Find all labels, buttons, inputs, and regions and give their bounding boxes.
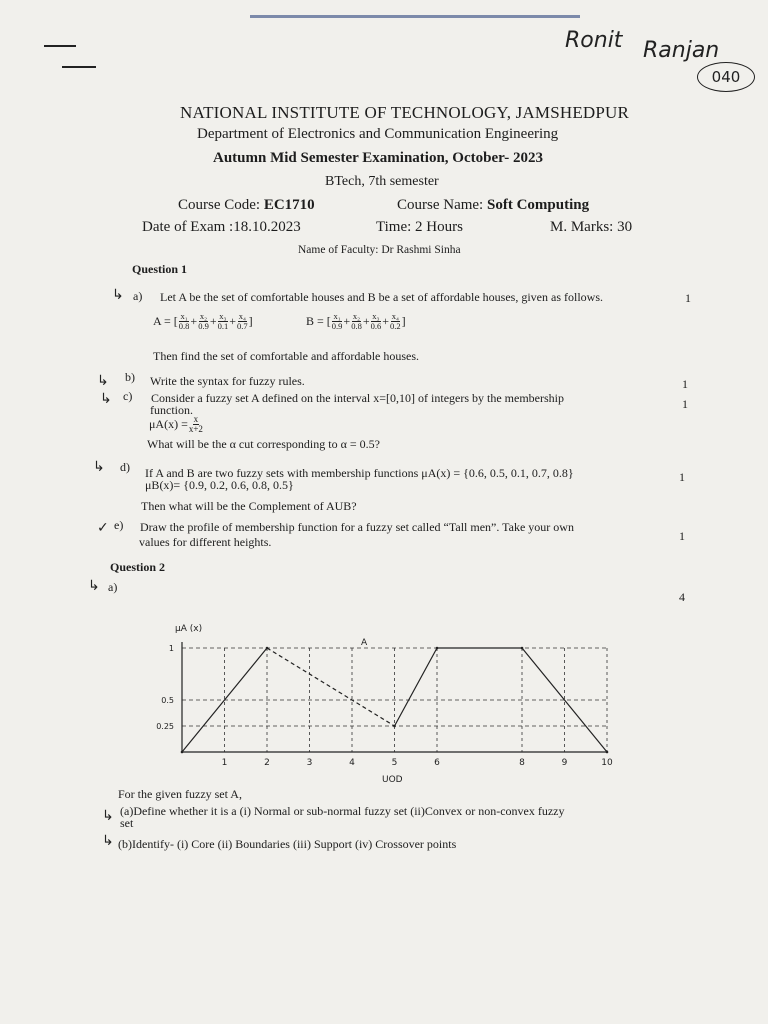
pen-check-mark: ↳ [112,287,124,303]
handwritten-last-name: Ranjan [643,38,720,63]
pen-stroke [44,45,76,47]
institute-name: NATIONAL INSTITUTE OF TECHNOLOGY, JAMSHEDPUR [180,103,630,122]
x-tick-label: 2 [264,758,270,768]
set-a-term [198,312,209,331]
term-numerator: x₂ [199,311,208,321]
exam-title: Autumn Mid Semester Examination, October- 2023 [213,150,543,166]
q1d-marks: 1 [679,470,685,484]
q1b-label: b) [125,370,135,384]
membership-segment [395,648,438,726]
q1e-text-1: Draw the profile of membership function for a fuzzy set called “Tall men”. Take your own [140,520,574,534]
membership-function-chart [130,615,650,790]
q2-part-b: (b)Identify- (i) Core (ii) Boundaries (iii) Support (iv) Crossover points [118,837,457,851]
term-denominator: 0.9 [198,321,209,331]
q1b-marks: 1 [682,377,688,391]
chart-y-label: μA (x) [175,624,203,634]
set-b-term [332,312,343,331]
q2a-marks: 4 [679,590,685,604]
set-a-term [237,312,248,331]
membership-point [436,647,439,650]
pen-check-mark: ↳ [100,391,112,407]
plus-sign: + [362,314,370,328]
q1e-text-2: values for different heights. [139,535,272,549]
plus-sign: + [343,314,351,328]
y-tick-label: 0.5 [161,696,174,705]
y-tick-label: 1 [168,644,174,653]
formula-denominator: x+2 [188,424,203,434]
q2-part-a: (a)Define whether it is a (i) Normal or sub-normal fuzzy set (ii)Convex or non-convex fuzzy [120,804,565,818]
q1c-marks: 1 [682,397,688,411]
term-numerator: x₃ [219,311,227,321]
term-denominator: 0.1 [217,321,229,331]
set-a-expression [153,312,253,331]
q1e-marks: 1 [679,529,685,543]
term-denominator: 0.8 [178,321,190,331]
close-bracket: ] [248,314,253,328]
pen-stroke [62,66,96,68]
q1d-text-1: If A and B are two fuzzy sets with membership functions μA(x) = {0.6, 0.5, 0.1, 0.7, 0.8} [145,466,574,480]
chart-x-label: UOD [382,775,403,785]
question-2-title: Question 2 [110,560,166,574]
set-b-expression [306,312,406,331]
x-tick-label: 3 [306,758,313,768]
question-1-title: Question 1 [132,262,188,276]
set-b-term [390,312,401,331]
q1c-text-3: What will be the α cut corresponding to α = 0.5? [147,437,380,451]
membership-point [181,751,184,754]
term-denominator: 0.6 [370,321,382,331]
membership-point [521,647,524,650]
q1a-label: a) [133,289,143,303]
x-tick-label: 10 [601,758,613,768]
membership-point [606,751,609,754]
formula-numerator: x [193,414,199,424]
x-tick-label: 6 [434,758,440,768]
q1c-label: c) [123,389,133,403]
membership-formula [149,415,204,434]
department-name: Department of Electronics and Communication Engineering [197,126,559,142]
membership-point [266,647,269,650]
faculty-name: Name of Faculty: Dr Rashmi Sinha [298,244,461,256]
plus-sign: + [190,314,198,328]
pen-check-mark: ✓ [97,520,109,536]
plus-sign: + [229,314,236,328]
membership-segment [267,648,395,726]
q2a-label: a) [108,580,118,594]
term-numerator: x₄ [238,311,246,321]
term-numerator: x₂ [352,311,361,321]
pen-check-mark: ↳ [102,808,114,824]
term-numerator: x₄ [391,311,399,321]
term-denominator: 0.2 [390,321,401,331]
x-tick-label: 1 [221,758,228,768]
q1d-text-3: Then what will be the Complement of AUB? [141,499,357,513]
set-a-label: A = [ [153,314,178,328]
close-bracket: ] [401,314,406,328]
exam-time: Time: 2 Hours [376,219,463,235]
pen-check-mark: ↳ [97,373,109,389]
q2-part-a-cont: set [120,816,134,830]
plus-sign: + [382,314,389,328]
term-numerator: x₁ [333,311,341,321]
exam-date: Date of Exam :18.10.2023 [142,219,301,235]
q2-intro: For the given fuzzy set A, [118,787,242,801]
set-a-term [179,312,190,331]
plus-sign: + [209,314,217,328]
chart-grid [182,648,607,752]
term-denominator: 0.8 [351,321,362,331]
term-denominator: 0.7 [237,321,248,331]
course-code: Course Code: EC1710 [178,197,315,213]
handwritten-first-name: Ronit [565,28,623,53]
q1d-label: d) [120,460,130,474]
term-numerator: x₁ [180,311,188,321]
pen-check-mark: ↳ [93,459,105,475]
q1c-text-2: function. [150,403,193,417]
series-label: A [361,638,368,648]
x-tick-label: 9 [561,758,568,768]
set-a-term [218,312,229,331]
x-tick-label: 5 [391,758,398,768]
q1a-marks: 1 [685,291,691,305]
handwritten-roll-number: 040 [697,62,755,92]
term-numerator: x₃ [372,311,380,321]
q1c-text-1: Consider a fuzzy set A defined on the interval x=[0,10] of integers by the membership [151,391,564,405]
x-tick-label: 8 [519,758,525,768]
set-b-label: B = [ [306,314,331,328]
q1b-text: Write the syntax for fuzzy rules. [150,374,305,388]
q1d-text-2: μB(x)= {0.9, 0.2, 0.6, 0.8, 0.5} [145,478,294,492]
q1a-text: Let A be the set of comfortable houses and B be a set of affordable houses, given as follows. [160,290,603,304]
top-edge-line [250,15,580,18]
pen-check-mark: ↳ [88,578,100,594]
membership-point [393,725,396,728]
x-tick-label: 4 [349,758,355,768]
formula-lhs: μA(x) = [149,417,188,431]
pen-check-mark: ↳ [102,833,114,849]
q1a-tail: Then find the set of comfortable and affordable houses. [153,349,420,363]
max-marks: M. Marks: 30 [550,219,633,235]
term-denominator: 0.9 [331,321,343,331]
y-tick-label: 0.25 [156,722,174,731]
program: BTech, 7th semester [325,174,439,189]
set-b-term [351,312,362,331]
course-name: Course Name: Soft Computing [397,197,590,213]
set-b-term [371,312,382,331]
q1e-label: e) [114,518,124,532]
